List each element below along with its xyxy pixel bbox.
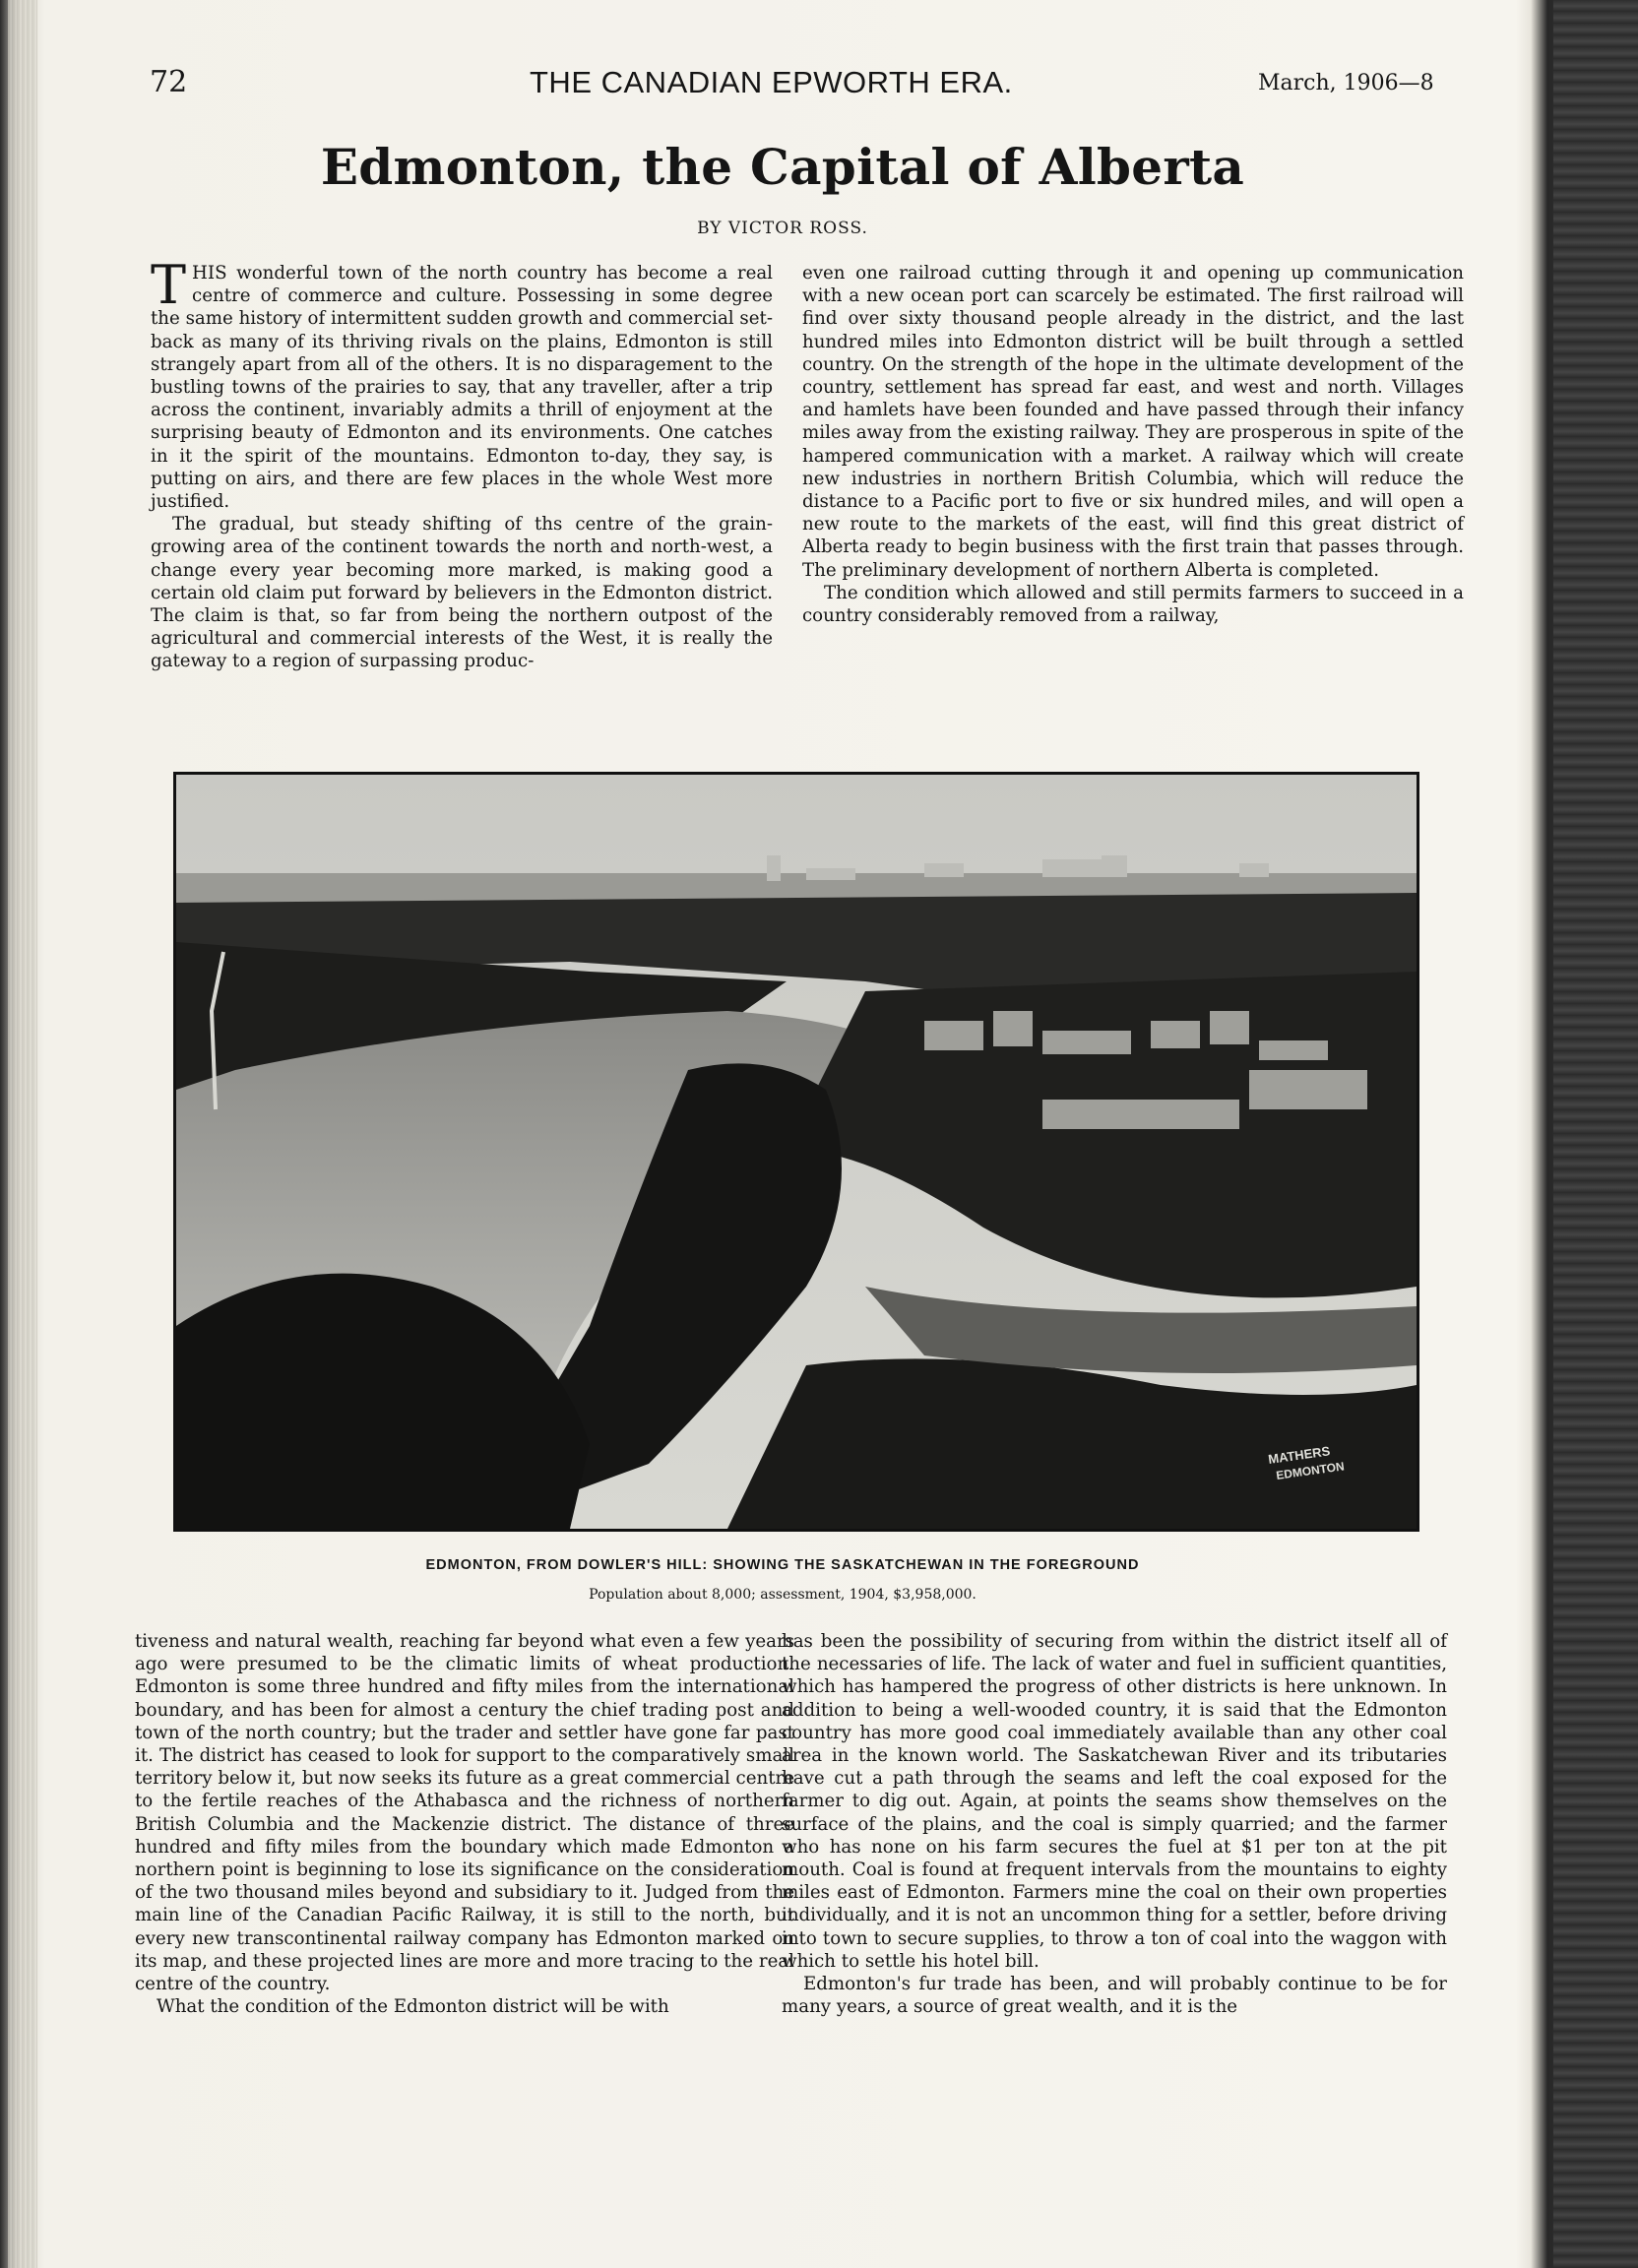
book-binding-edge <box>1553 0 1638 2268</box>
magazine-page <box>39 0 1526 2268</box>
drop-cap: T <box>151 254 187 316</box>
book-page-edges <box>8 0 37 2268</box>
paragraph: Edmonton's fur trade has been, and will probably continue to be for many years, a source of great wealth, and it is the <box>782 1974 1447 2018</box>
photo-subcaption: Population about 8,000; assessment, 1904, $3,958,000. <box>589 1587 976 1603</box>
photographer-mark-line1: MATHERS <box>1267 1443 1332 1467</box>
paragraph: The condition which allowed and still permits farmers to succeed in a country considerably removed from a railway, <box>802 582 1464 627</box>
column-top-right <box>802 262 1464 627</box>
paragraph: tiveness and natural wealth, reaching far beyond what even a few years ago were presumed to be the climatic limits of wheat production. Edmonton is some three hundred and fifty miles from the international boundary, and has been for almost a century the chief trading post and town of the north country; but the trader and settler have gone far past it. The district has ceased to look for support to the comparatively small territory below it, but now seeks its future as a great commercial centre to the fertile reaches of the Athabasca and the richness of northern British Columbia and the Mackenzie district. The distance of three hundred and fifty miles from the boundary which made Edmonton a northern point is beginning to lose its significance on the consideration of the two thousand miles beyond and subsidiary to it. Judged from the main line of the Canadian Pacific Railway, it is still to the north, but every new transcontinental railway company has Edmonton marked on its map, and these projected lines are more and more tracing to the real centre of the country. <box>135 1631 794 1995</box>
photo-caption: EDMONTON, FROM DOWLER'S HILL: SHOWING THE SASKATCHEWAN IN THE FOREGROUND <box>425 1557 1140 1573</box>
river-valley-photo-illustration <box>176 775 1417 1529</box>
column-bottom-left <box>135 1630 794 2018</box>
paragraph <box>151 254 773 513</box>
paragraph: even one railroad cutting through it and opening up communication with a new ocean port can scarcely be estimated. The first railroad will find over sixty thousand people already in the district, and the last hundred miles into Edmonton district will be built through a settled country. On the strength of the hope in the ultimate development of the country, settlement has spread far east, and west and north. Villages and hamlets have been founded and have passed through their infancy miles away from the existing railway. They are prosperous in spite of the hampered communication with a market. A railway which will create new industries in northern British Columbia, which will reduce the distance to a Pacific port to five or six hundred miles, and will open a new route to the markets of the east, will find this great district of Alberta ready to begin business with the first train that passes through. The preliminary development of northern Alberta is completed. <box>802 263 1464 581</box>
paragraph-text: HIS wonderful town of the north country has become a real centre of commerce and culture. Possessing in some degree the same history of intermittent sudden growth and commercial set-back as many of its thriving rivals on the plains, Edmonton is still strangely apart from all of the others. It is no disparagement to the bustling towns of the prairies to say, that any traveller, after a trip across the continent, invariably admits a thrill of enjoyment at the surprising beauty of Edmonton and its environments. One catches in it the spirit of the mountains. Edmonton to-day, they say, is putting on airs, and there are few places in the whole West more justified. <box>151 263 773 513</box>
paragraph: has been the possibility of securing from within the district itself all of the necessaries of life. The lack of water and fuel in sufficient quantities, which has hampered the progress of other districts is here unknown. In addition to being a well-wooded country, it is said that the Edmonton country has more good coal immediately available than any other coal area in the known world. The Saskatchewan River and its tributaries have cut a path through the seams and left the coal exposed for the farmer to dig out. Again, at points the seams show themselves on the surface of the plains, and the coal is simply quarried; and the farmer who has none on his farm secures the fuel at $1 per ton at the pit mouth. Coal is found at frequent intervals from the mountains to eighty miles east of Edmonton. Farmers mine the coal on their own properties individually, and it is not an uncommon thing for a settler, before driving into town to secure supplies, to throw a ton of coal into the waggon with which to settle his hotel bill. <box>782 1631 1447 1972</box>
column-bottom-right <box>782 1630 1447 2018</box>
column-top-left <box>151 254 773 673</box>
article-title: Edmonton, the Capital of Alberta <box>320 138 1245 196</box>
page-number: 72 <box>150 65 188 99</box>
article-byline: BY VICTOR ROSS. <box>697 219 868 238</box>
paragraph: The gradual, but steady shifting of ths centre of the grain-growing area of the continent towards the north and north-west, a change every year becoming more marked, is making good a certain old claim put forward by believers in the Edmonton district. The claim is that, so far from being the northern outpost of the agricultural and commercial interests of the West, it is really the gateway to a region of surpassing produc- <box>151 514 773 672</box>
paragraph: What the condition of the Edmonton district will be with <box>157 1996 669 2018</box>
edmonton-photograph <box>173 772 1419 1532</box>
running-header: THE CANADIAN EPWORTH ERA. <box>530 65 1013 99</box>
issue-date: March, 1906—8 <box>1258 71 1434 95</box>
photographer-mark-line2: EDMONTON <box>1275 1459 1346 1482</box>
